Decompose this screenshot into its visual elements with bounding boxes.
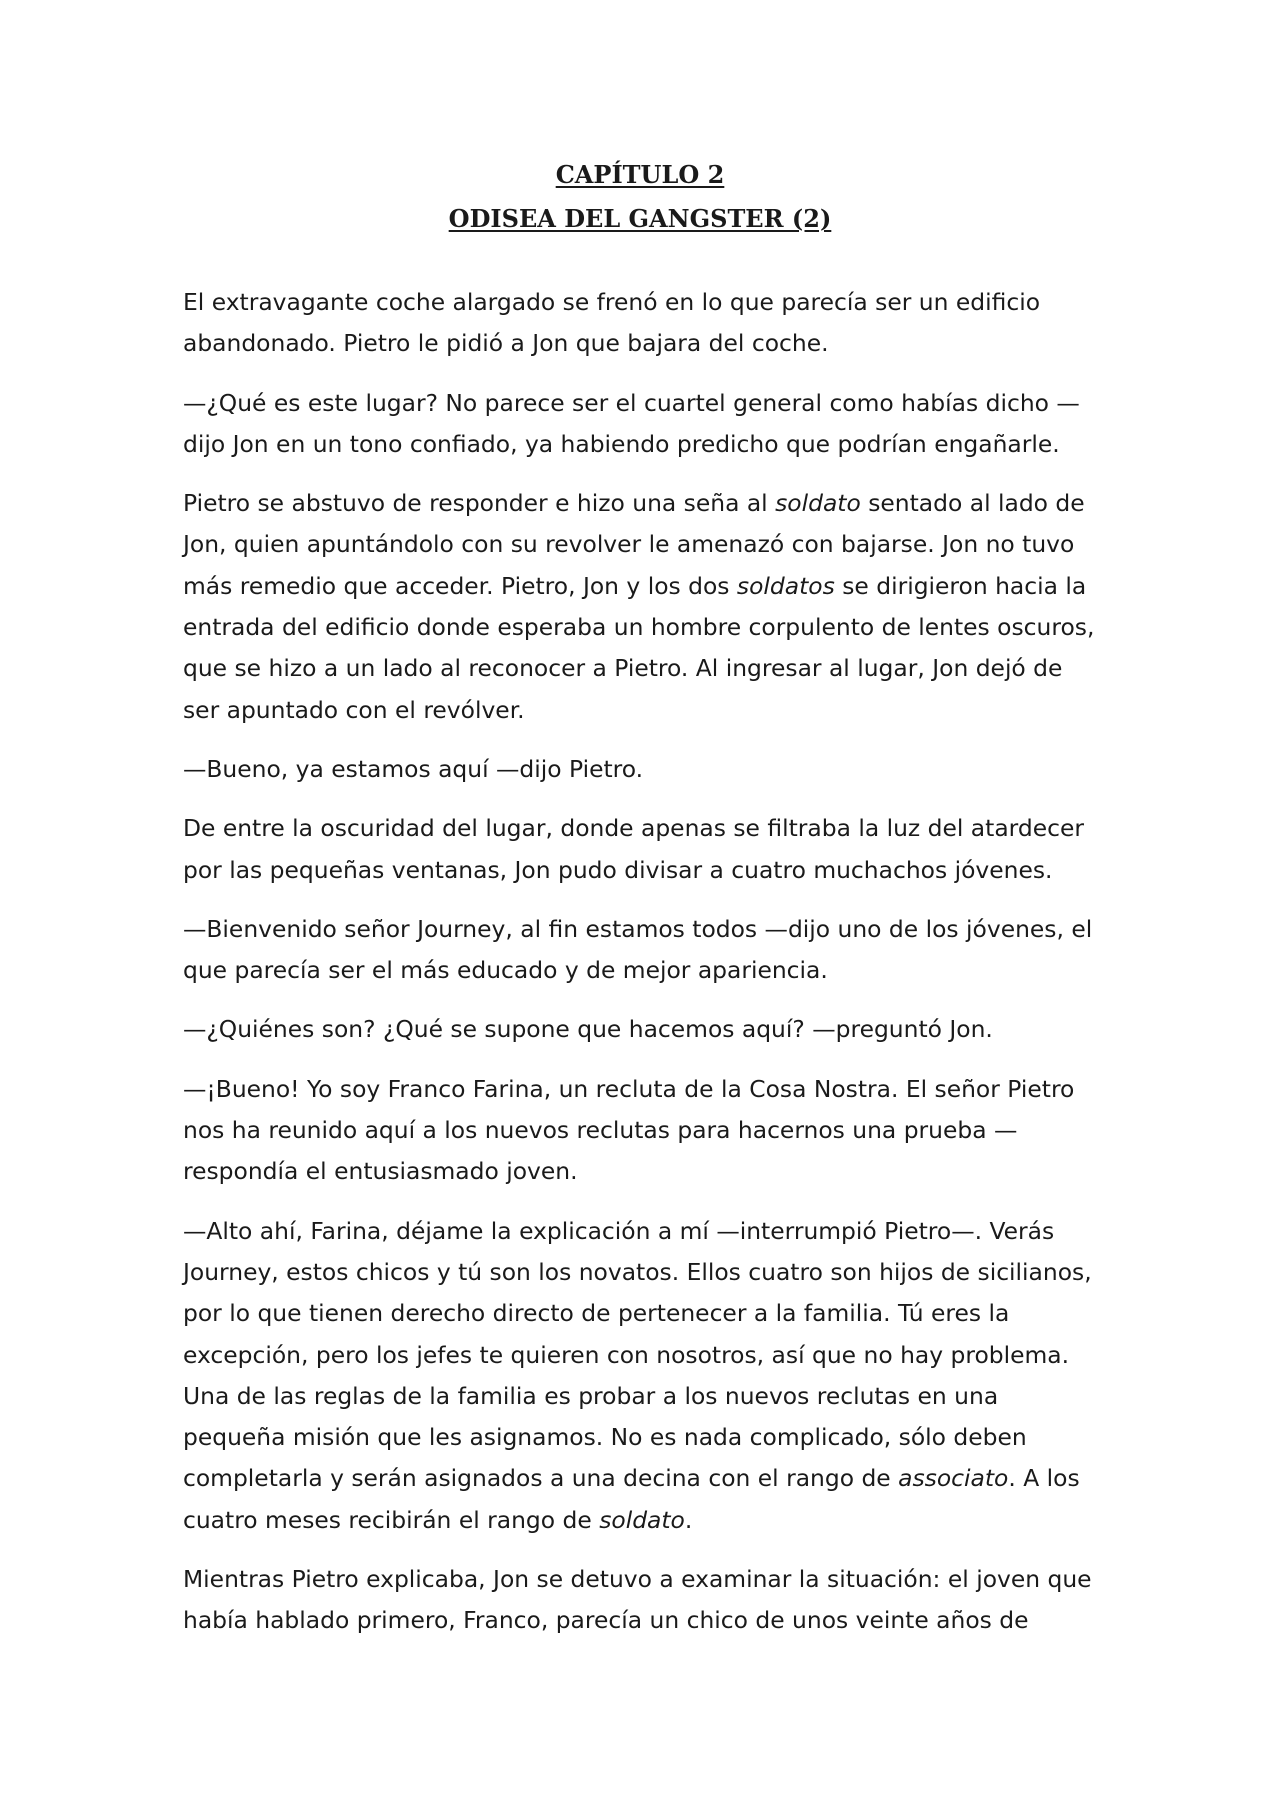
italic-text: soldatos [736, 571, 835, 600]
paragraph-text: —¿Qué es este lugar? No parece ser el cuartel general como habías dicho —dijo Jon en un tono confiado, ya habiendo predicho que podrían engañarle. [183, 388, 1080, 458]
paragraph-text: —Bueno, ya estamos aquí —dijo Pietro. [183, 754, 644, 783]
paragraph-text: —Alto ahí, Farina, déjame la explicación a mí —interrumpió Pietro—. Verás Journey, estos chicos y tú son los novatos. Ellos cuatro son hijos de sicilianos, por lo que tienen derecho directo de pertenecer a la familia. Tú eres la excepción, pero los jefes te quieren con nosotros, así que no hay problema. Una de las reglas de la familia es probar a los nuevos reclutas en una pequeña misión que les asignamos. No es nada complicado, sólo deben completarla y serán asignados a una decina con el rango de [183, 1216, 1092, 1493]
paragraph [183, 909, 1101, 992]
paragraph-text: —¡Bueno! Yo soy Franco Farina, un recluta de la Cosa Nostra. El señor Pietro nos ha reunido aquí a los nuevos reclutas para hacernos una prueba —respondía el entusiasmado joven. [183, 1074, 1075, 1186]
paragraph [183, 483, 1101, 731]
paragraph [183, 749, 1101, 790]
paragraph-text: se dirigieron hacia la entrada del edificio donde esperaba un hombre corpulento de lentes oscuros, que se hizo a un lado al reconocer a Pietro. Al ingresar al lugar, Jon dejó de ser apuntado con el revólver. [183, 571, 1095, 724]
paragraph-text: Mientras Pietro explicaba, Jon se detuvo a examinar la situación: el joven que había hablado primero, Franco, parecía un chico de unos veinte años de [183, 1565, 1092, 1635]
paragraph-text: —Bienvenido señor Journey, al fin estamos todos —dijo uno de los jóvenes, el que parecía ser el más educado y de mejor apariencia. [183, 914, 1093, 985]
paragraph [183, 1069, 1101, 1193]
italic-text: soldato [599, 1505, 685, 1534]
paragraph-text: El extravagante coche alargado se frenó en lo que parecía ser un edificio abandonado. Pietro le pidió a Jon que bajara del coche. [183, 288, 1041, 358]
paragraph [183, 808, 1101, 891]
paragraph [183, 1211, 1101, 1541]
paragraph-text: . A los cuatro meses recibirán el rango de [183, 1464, 1080, 1534]
paragraph-text: De entre la oscuridad del lugar, donde apenas se filtraba la luz del atardecer por las pequeñas ventanas, Jon pudo divisar a cuatro muchachos jóvenes. [183, 814, 1084, 884]
paragraph-text: Pietro se abstuvo de responder e hizo una seña al [183, 489, 776, 518]
paragraph-text: —¿Quiénes son? ¿Qué se supone que hacemos aquí? —preguntó Jon. [183, 1015, 993, 1044]
paragraph [183, 282, 1101, 365]
paragraph [183, 1559, 1101, 1642]
paragraph-text: . [684, 1505, 693, 1534]
italic-text: associato [898, 1464, 1009, 1493]
paragraph [183, 383, 1101, 466]
chapter-subtitle: ODISEA DEL GANGSTER (2) [448, 204, 832, 233]
paragraph [183, 1009, 1101, 1050]
italic-text: soldato [775, 489, 861, 518]
document-body [183, 282, 1101, 1660]
paragraph-text: sentado al lado de Jon, quien apuntándolo con su revolver le amenazó con bajarse. Jon no tuvo más remedio que acceder. Pietro, Jon y los dos [183, 489, 1085, 600]
chapter-title: CAPÍTULO 2 [555, 160, 725, 189]
